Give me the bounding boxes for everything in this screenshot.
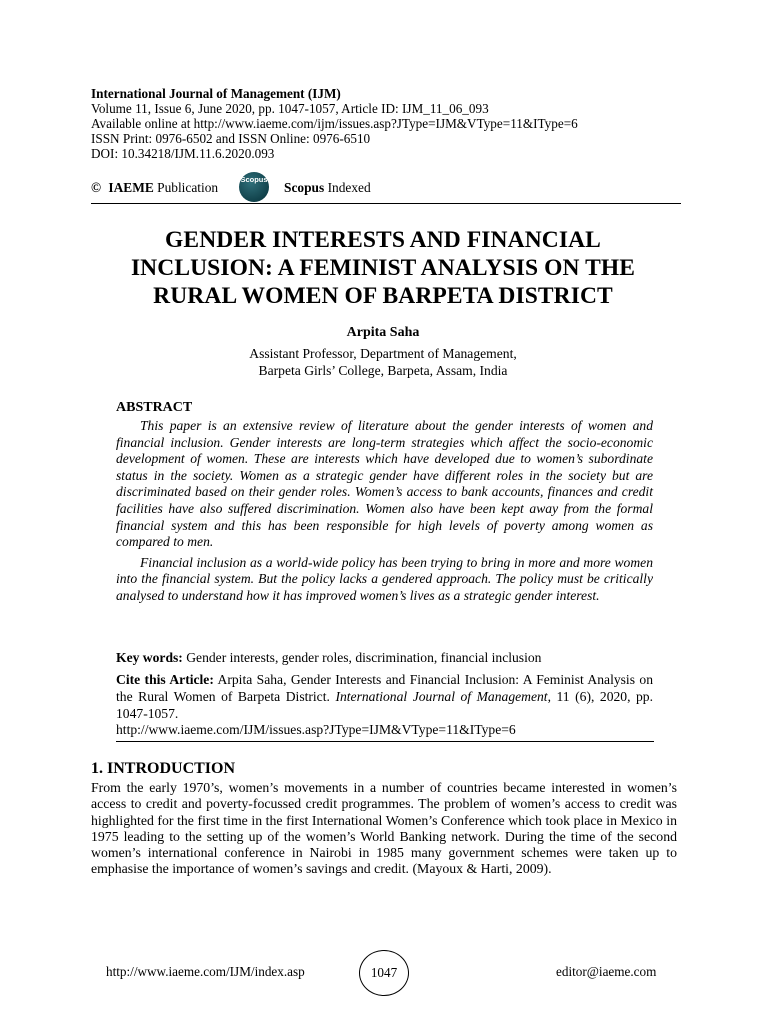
page-number-circle <box>359 950 409 996</box>
publication-row <box>91 172 681 202</box>
scopus-word: Scopus <box>284 180 325 195</box>
header-divider <box>91 203 681 204</box>
affiliation-line: Barpeta Girls’ College, Barpeta, Assam, India <box>258 363 508 378</box>
publisher-name: IAEME <box>108 180 154 195</box>
introduction-heading: 1. INTRODUCTION <box>91 760 236 777</box>
author-affiliation <box>91 345 675 379</box>
abstract-heading: ABSTRACT <box>116 400 193 415</box>
introduction-body: From the early 1970’s, women’s movements in a number of countries became interested in women’s access to credit and poverty-focussed credit programmes. The problem of women’s access to credit was highlighted for the first time in the first International Women’s Conference which took place in Mexico in 1975 leading to the setting up of the women’s World Banking network. During the time of the second women’s international conference in Nairobi in 1985 many government schemes were taken up to emphasise the importance of women’s savings and credit. (Mayoux & Harti, 2009). <box>91 780 677 877</box>
keywords-label: Key words: <box>116 650 183 665</box>
citation-label: Cite this Article: <box>116 672 214 687</box>
scopus-logo-text: Scopus <box>240 175 268 184</box>
issn-line: ISSN Print: 0976-6502 and ISSN Online: 0976-6510 <box>91 131 371 146</box>
journal-header <box>91 86 681 161</box>
publisher-credit <box>91 180 218 196</box>
citation-journal: International Journal of Management <box>335 688 548 704</box>
scopus-indexed <box>284 180 371 196</box>
citation-divider <box>116 741 654 742</box>
page-footer <box>0 950 768 996</box>
paper-title <box>91 226 675 310</box>
keywords-text: Gender interests, gender roles, discrimination, financial inclusion <box>186 650 542 665</box>
available-online-line: Available online at http://www.iaeme.com/ijm/issues.asp?JType=IJM&VType=11&IType=6 <box>91 116 578 131</box>
volume-line: Volume 11, Issue 6, June 2020, pp. 1047-1057, Article ID: IJM_11_06_093 <box>91 101 489 116</box>
copyright-symbol: © <box>91 180 102 195</box>
abstract-paragraph: Financial inclusion as a world-wide policy has been trying to bring in more and more women into the financial system. But the policy lacks a gendered approach. The policy must be critically analysed to understand how it has improved women’s lives as a strategic gender interest. <box>116 554 653 603</box>
title-line: INCLUSION: A FEMINIST ANALYSIS ON THE <box>130 255 636 281</box>
title-line: RURAL WOMEN OF BARPETA DISTRICT <box>153 283 613 309</box>
footer-editor-email[interactable]: editor@iaeme.com <box>556 964 657 979</box>
abstract-body <box>116 418 653 609</box>
citation-details: , 11 (6), 2020, pp. 1047-1057. <box>116 688 654 721</box>
citation-text: Arpita Saha, Gender Interests and Financial Inclusion: A Feminist Analysis on the Rural Women of Barpeta District. <box>116 672 653 704</box>
affiliation-line: Assistant Professor, Department of Management, <box>249 346 517 361</box>
title-line: GENDER INTERESTS AND FINANCIAL <box>165 227 601 253</box>
footer-journal-url[interactable]: http://www.iaeme.com/IJM/index.asp <box>106 964 305 979</box>
publication-word: Publication <box>157 180 219 195</box>
doi-line: DOI: 10.34218/IJM.11.6.2020.093 <box>91 146 275 161</box>
scopus-logo-icon <box>239 172 269 202</box>
page-number: 1047 <box>370 965 398 980</box>
journal-name: International Journal of Management (IJM) <box>91 86 341 101</box>
author-name: Arpita Saha <box>346 325 420 340</box>
keywords <box>116 650 653 666</box>
indexed-word: Indexed <box>327 180 371 195</box>
citation-block <box>116 672 653 739</box>
citation-url[interactable]: http://www.iaeme.com/IJM/issues.asp?JType=IJM&VType=11&IType=6 <box>116 722 516 738</box>
abstract-paragraph: This paper is an extensive review of literature about the gender interests of women and financial inclusion. Gender interests are long-term strategies which affect the socio-economic development of women. These are interests which have developed due to women’s subordinate status in the society. Women as a strategic gender have different roles in the society but are discriminated based on their gender roles. Women’s access to bank accounts, finances and credit facilities have also suffered discrimination. Women also have been kept away from the formal financial system and this has been responsible for high levels of poverty among women as compared to men. <box>116 418 653 550</box>
